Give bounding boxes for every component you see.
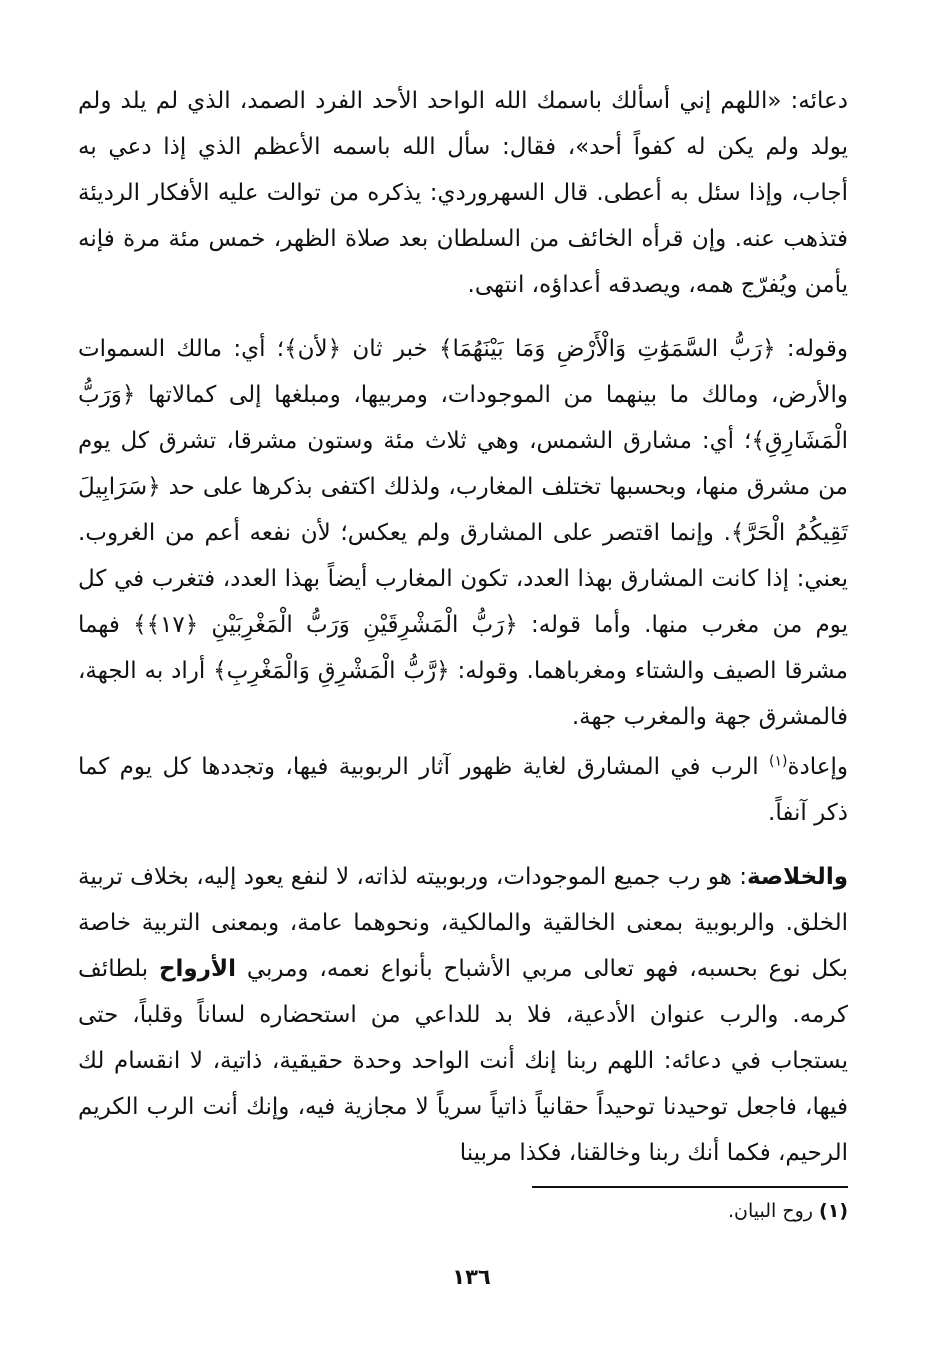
text-segment: أراد به الجهة، فالمشرق جهة والمغرب جهة. xyxy=(78,658,848,730)
footnote-reference: (١) xyxy=(769,753,788,770)
footnote-divider xyxy=(532,1186,848,1188)
text-segment: : هو رب جميع الموجودات، وربوبيته لذاته، لا لنفع يعود إليه، بخلاف تربية الخلق. والربوبية بمعنى الخالقية والمالكية، ونحوهما عامة، وبمعنى التربية خاصة بكل نوع بحسبه، فهو تعالى مربي الأشباح بأنواع نعمه، ومربي xyxy=(78,864,848,982)
quran-verse: ﴿سَرَابِيلَ تَقِيكُمُ الْحَرَّ﴾ xyxy=(78,474,848,546)
quran-verse: ﴿رَبُّ السَّمَوَٰتِ وَالْأَرْضِ وَمَا بَيْنَهُمَا﴾ xyxy=(439,336,776,362)
text-segment: خبر ثان xyxy=(341,336,439,362)
quran-verse: ﴿رَّبُّ الْمَشْرِقِ وَالْمَغْرِبِ﴾ xyxy=(213,658,450,684)
quran-verse: ﴿وَرَبُّ الْمَشَارِقِ﴾ xyxy=(78,382,848,454)
page-number: ١٣٦ xyxy=(452,1265,491,1289)
footnote-number: (١) xyxy=(819,1200,848,1222)
paragraph-repetition xyxy=(78,744,848,836)
text-segment: . وإنما اقتصر على المشارق ولم يعكس؛ لأن نفعه أعم من الغروب. يعني: إذا كانت المشارق بهذا العدد، تكون المغارب أيضاً بهذا العدد، فتغرب في كل يوم من مغرب منها. وأما قوله: xyxy=(78,520,848,638)
text-segment: وقوله: xyxy=(775,336,848,362)
paragraph-summary xyxy=(78,854,848,1176)
text-segment: وإعادة xyxy=(787,754,848,780)
quran-verse: ﴿لأن﴾ xyxy=(284,336,342,362)
summary-heading: والخلاصة xyxy=(746,864,848,890)
text-segment: فهما مشرقا الصيف والشتاء ومغرباهما. وقوله: xyxy=(78,612,848,684)
text-segment: ؛ أي: مشارق الشمس، وهي ثلاث مئة وستون مشرقا، تشرق كل يوم من مشرق منها، وبحسبها تختلف المغارب، ولذلك اكتفى بذكرها على حد xyxy=(78,428,848,500)
text-segment: الرب في المشارق لغاية ظهور آثار الربوبية فيها، وتجددها كل يوم كما ذكر آنفاً. xyxy=(78,754,848,826)
text-segment: بلطائف كرمه. والرب عنوان الأدعية، فلا بد للداعي من استحضاره لساناً وقلباً، حتى يستجاب في دعائه: اللهم ربنا إنك أنت الواحد وحدة حقيقية، ذاتية، لا انقسام لك فيها، فاجعل توحيدنا توحيداً حقانياً ذاتياً سرياً لا مجازية فيه، وإنك أنت الرب الكريم الرحيم، فكما أنك ربنا وخالقنا، فكذا مربينا xyxy=(78,956,848,1166)
paragraph-prayer: دعائه: «اللهم إني أسألك باسمك الله الواحد الأحد الفرد الصمد، الذي لم يلد ولم يولد ولم يكن له كفواً أحد»، فقال: سأل الله باسمه الأعظم الذي إذا دعي به أجاب، وإذا سئل به أعطى. قال السهروردي: يذكره من توالت عليه الأفكار الرديئة فتذهب عنه. وإن قرأه الخائف من السلطان بعد صلاة الظهر، خمس مئة مرة فإنه يأمن ويُفرّج همه، ويصدقه أعداؤه، انتهى. xyxy=(78,88,848,298)
quran-verse: ﴿رَبُّ الْمَشْرِقَيْنِ وَرَبُّ الْمَغْرِبَيْنِ ﴿١٧﴾﴾ xyxy=(133,612,518,638)
text-segment: ؛ أي: مالك السموات والأرض، ومالك ما بينهما من الموجودات، ومربيها، ومبلغها إلى كمالاتها xyxy=(78,336,848,408)
bold-word: الأرواح xyxy=(158,956,236,982)
paragraph-verse-commentary xyxy=(78,326,848,740)
footnote xyxy=(728,1196,848,1226)
footnote-text: روح البيان. xyxy=(728,1200,820,1222)
